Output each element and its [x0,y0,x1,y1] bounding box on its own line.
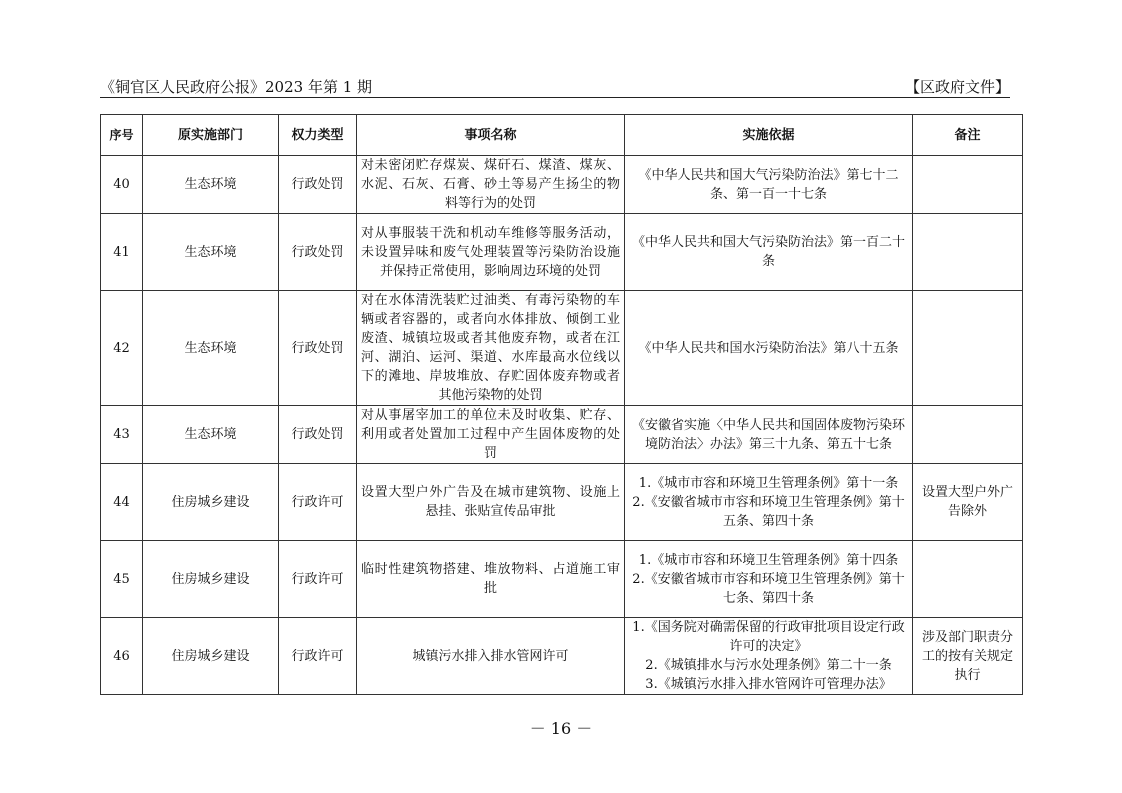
col-header-item: 事项名称 [357,115,625,156]
col-header-no: 序号 [101,115,143,156]
basis-line: 1.《国务院对确需保留的行政审批项目设定行政许可的决定》 [632,620,905,654]
cell-type: 行政处罚 [279,156,357,214]
cell-no: 46 [101,618,143,695]
cell-type: 行政许可 [279,464,357,541]
cell-basis [625,618,913,695]
cell-basis [625,464,913,541]
cell-item: 对从事服装干洗和机动车维修等服务活动，未设置异味和废气处理装置等污染防治设施并保持正常使用，影响周边环境的处罚 [357,214,625,291]
cell-basis [625,291,913,406]
col-header-basis: 实施依据 [625,115,913,156]
cell-no: 41 [101,214,143,291]
cell-type: 行政处罚 [279,291,357,406]
header-rule [100,97,1010,98]
cell-note [913,214,1023,291]
table-header-row [101,115,1023,156]
cell-no: 42 [101,291,143,406]
basis-line: 《中华人民共和国水污染防治法》第八十五条 [638,340,899,356]
basis-line: 2.《安徽省城市市容和环境卫生管理条例》第十五条、第四十条 [632,494,905,529]
cell-note: 设置大型户外广告除外 [913,464,1023,541]
cell-no: 43 [101,406,143,464]
basis-line: 《中华人民共和国大气污染防治法》第七十二条、第一百一十七条 [638,167,899,202]
cell-basis [625,406,913,464]
page-number: － 16 － [529,719,593,738]
power-list-table [100,114,1023,695]
table-row [101,541,1023,618]
cell-item: 对未密闭贮存煤炭、煤矸石、煤渣、煤灰、水泥、石灰、石膏、砂土等易产生扬尘的物料等行为的处罚 [357,156,625,214]
cell-note: 涉及部门职责分工的按有关规定执行 [913,618,1023,695]
cell-item: 设置大型户外广告及在城市建筑物、设施上悬挂、张贴宣传品审批 [357,464,625,541]
cell-item: 临时性建筑物搭建、堆放物料、占道施工审批 [357,541,625,618]
cell-note [913,291,1023,406]
cell-dept: 住房城乡建设 [143,618,279,695]
basis-line: 《安徽省实施〈中华人民共和国固体废物污染环境防治法〉办法》第三十九条、第五十七条 [631,417,905,452]
cell-type: 行政处罚 [279,214,357,291]
table-row [101,618,1023,695]
basis-line: 1.《城市市容和环境卫生管理条例》第十一条 [638,475,899,491]
table-row [101,406,1023,464]
col-header-note: 备注 [913,115,1023,156]
cell-note [913,156,1023,214]
cell-item: 对从事屠宰加工的单位未及时收集、贮存、利用或者处置加工过程中产生固体废物的处罚 [357,406,625,464]
basis-line: 2.《安徽省城市市容和环境卫生管理条例》第十七条、第四十条 [632,571,905,606]
table-row [101,156,1023,214]
cell-basis [625,214,913,291]
col-header-type: 权力类型 [279,115,357,156]
cell-basis [625,541,913,618]
cell-item: 对在水体清洗装贮过油类、有毒污染物的车辆或者容器的，或者向水体排放、倾倒工业废渣、城镇垃圾或者其他废弃物，或者在江河、湖泊、运河、渠道、水库最高水位线以下的滩地、岸坡堆放、存贮固体废弃物或者其他污染物的处罚 [357,291,625,406]
table-row [101,214,1023,291]
section-label: 【区政府文件】 [904,78,1010,96]
col-header-dept: 原实施部门 [143,115,279,156]
table-row [101,291,1023,406]
cell-type: 行政许可 [279,541,357,618]
cell-dept: 生态环境 [143,406,279,464]
document-header [100,76,1010,98]
basis-line: 1.《城市市容和环境卫生管理条例》第十四条 [638,552,899,568]
table-row [101,464,1023,541]
cell-type: 行政许可 [279,618,357,695]
cell-dept: 住房城乡建设 [143,464,279,541]
cell-note [913,406,1023,464]
bulletin-title: 《铜官区人民政府公报》2023 年第 1 期 [100,78,373,96]
basis-line: 2.《城镇排水与污水处理条例》第二十一条 [645,658,892,673]
cell-dept: 生态环境 [143,156,279,214]
cell-no: 40 [101,156,143,214]
cell-note [913,541,1023,618]
cell-dept: 住房城乡建设 [143,541,279,618]
cell-dept: 生态环境 [143,291,279,406]
basis-line: 3.《城镇污水排入排水管网许可管理办法》 [645,677,892,692]
cell-no: 44 [101,464,143,541]
cell-basis [625,156,913,214]
cell-type: 行政处罚 [279,406,357,464]
cell-dept: 生态环境 [143,214,279,291]
cell-item: 城镇污水排入排水管网许可 [357,618,625,695]
cell-no: 45 [101,541,143,618]
basis-line: 《中华人民共和国大气污染防治法》第一百二十条 [631,235,905,269]
